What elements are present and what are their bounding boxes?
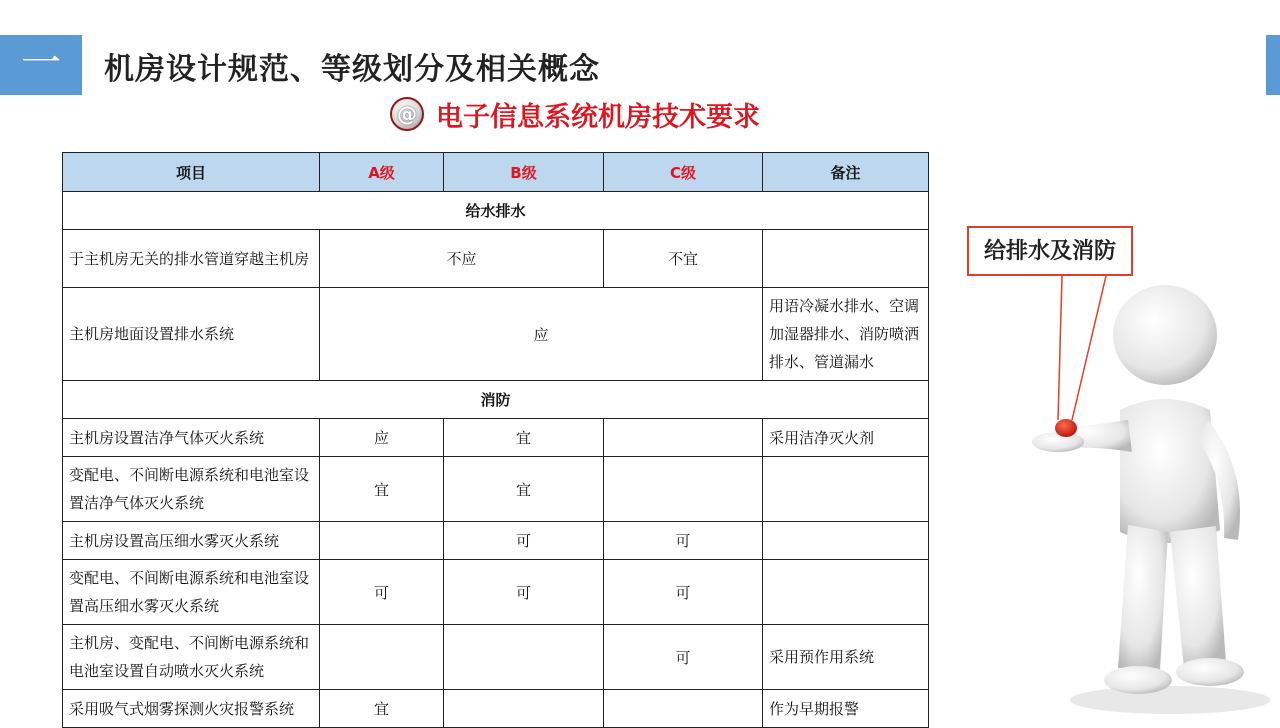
cell-c: 可: [604, 522, 763, 560]
cell-a: 可: [320, 560, 444, 625]
callout-label: 给排水及消防: [967, 226, 1133, 276]
cell-item: 主机房设置高压细水雾灭火系统: [63, 522, 320, 560]
cell-a: [320, 625, 444, 690]
column-header-note: 备注: [763, 153, 929, 192]
cell-item: 于主机房无关的排水管道穿越主机房: [63, 230, 320, 288]
subtitle-text: 电子信息系统机房技术要求: [436, 101, 760, 133]
section-row: [63, 192, 929, 230]
cell-a: 宜: [320, 690, 444, 728]
cell-note: 采用预作用系统: [763, 625, 929, 690]
table-row: [63, 625, 929, 690]
section-row: [63, 381, 929, 419]
section-fire: 消防: [63, 381, 929, 419]
table-row: [63, 457, 929, 522]
cell-b: [444, 625, 604, 690]
section-number-badge: 一: [0, 35, 82, 95]
cell-item: 变配电、不间断电源系统和电池室设置洁净气体灭火系统: [63, 457, 320, 522]
cell-note: [763, 457, 929, 522]
cell-b: 可: [444, 560, 604, 625]
column-header-a: A级: [320, 153, 444, 192]
column-header-c: C级: [604, 153, 763, 192]
cell-c: [604, 690, 763, 728]
presenter-figure-illustration: [1020, 270, 1280, 720]
column-header-b: B级: [444, 153, 604, 192]
cell-item: 采用吸气式烟雾探测火灾报警系统: [63, 690, 320, 728]
table-row: [63, 419, 929, 457]
at-icon: @: [390, 97, 424, 131]
cell-a: [320, 522, 444, 560]
cell-item: 变配电、不间断电源系统和电池室设置高压细水雾灭火系统: [63, 560, 320, 625]
cell-b: [444, 690, 604, 728]
decorative-tab: [1266, 35, 1280, 95]
cell-b: 宜: [444, 419, 604, 457]
table-row: [63, 288, 929, 381]
cell-c: 可: [604, 625, 763, 690]
cell-abc: 应: [320, 288, 763, 381]
cell-c: 不宜: [604, 230, 763, 288]
cell-ab: 不应: [320, 230, 604, 288]
cell-b: 宜: [444, 457, 604, 522]
table-row: [63, 230, 929, 288]
cell-note: [763, 522, 929, 560]
cell-note: 采用洁净灭火剂: [763, 419, 929, 457]
cell-note: [763, 230, 929, 288]
section-water: 给水排水: [63, 192, 929, 230]
cell-note: [763, 560, 929, 625]
cell-note: 用语冷凝水排水、空调加湿器排水、消防喷洒排水、管道漏水: [763, 288, 929, 381]
cell-c: [604, 419, 763, 457]
cell-c: 可: [604, 560, 763, 625]
cell-item: 主机房、变配电、不间断电源系统和电池室设置自动喷水灭火系统: [63, 625, 320, 690]
cell-item: 主机房地面设置排水系统: [63, 288, 320, 381]
table-header-row: [63, 153, 929, 192]
table-row: [63, 560, 929, 625]
table-row: [63, 690, 929, 728]
subtitle: [390, 94, 760, 134]
cell-a: 应: [320, 419, 444, 457]
requirements-table: [62, 152, 929, 728]
column-header-item: 项目: [63, 153, 320, 192]
table-row: [63, 522, 929, 560]
cell-item: 主机房设置洁净气体灭火系统: [63, 419, 320, 457]
cell-note: 作为早期报警: [763, 690, 929, 728]
cell-b: 可: [444, 522, 604, 560]
cell-c: [604, 457, 763, 522]
section-title: 机房设计规范、等级划分及相关概念: [104, 52, 600, 87]
cell-a: 宜: [320, 457, 444, 522]
